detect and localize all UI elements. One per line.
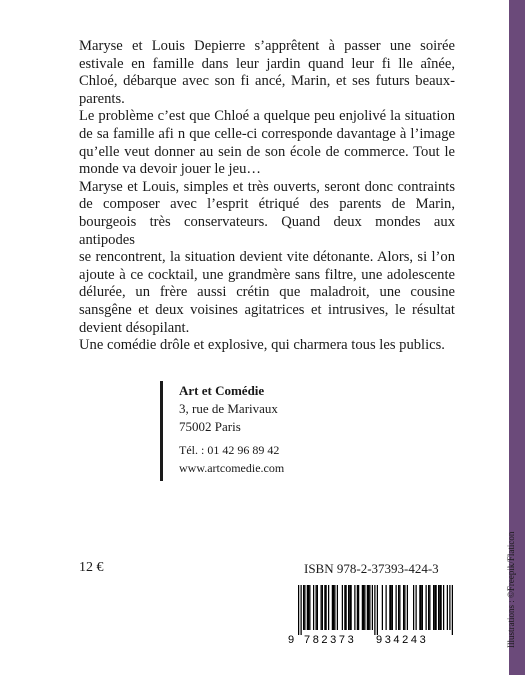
- barcode-bar: [357, 585, 358, 630]
- barcode-bar: [321, 585, 322, 630]
- barcode-bar: [369, 585, 370, 630]
- publisher-website: www.artcomedie.com: [179, 461, 285, 475]
- barcode-bar: [416, 585, 417, 630]
- barcode-bar: [328, 585, 329, 630]
- barcode-bar: [307, 585, 308, 630]
- barcode-bar: [316, 585, 317, 630]
- barcode-bar: [337, 585, 338, 630]
- barcode-first-digit: 9: [288, 634, 295, 645]
- barcode-bar: [317, 585, 318, 630]
- barcode-bar: [438, 585, 439, 630]
- barcode-bar: [422, 585, 423, 630]
- barcode-bar: [344, 585, 345, 630]
- barcode-bars: [298, 585, 453, 635]
- barcode-bar: [439, 585, 440, 630]
- barcode-bar: [447, 585, 448, 630]
- synopsis-paragraph: Maryse et Louis, simples et très ouverts, seront donc contraints de composer avec l’esprit étriqué des parents de Marin, bourgeois très conservateurs. Quand deux mondes aux antipodes: [79, 178, 455, 248]
- barcode-bar: [322, 585, 323, 630]
- barcode-bar: [367, 585, 368, 630]
- barcode-bar: [346, 585, 347, 630]
- barcode-bar: [433, 585, 434, 630]
- publisher-phone: Tél. : 01 42 96 89 42: [179, 443, 280, 457]
- barcode-bar: [443, 585, 444, 630]
- barcode-bar: [308, 585, 309, 630]
- barcode-bar: [421, 585, 422, 630]
- barcode-bar: [333, 585, 334, 630]
- barcode-left-digits: 782373: [304, 634, 357, 645]
- publisher-address-city: 75002 Paris: [179, 419, 241, 434]
- barcode-bar: [342, 585, 343, 630]
- price-label: 12 €: [79, 560, 104, 575]
- barcode-bar: [429, 585, 430, 630]
- barcode-bar: [392, 585, 393, 630]
- barcode-bar: [436, 585, 437, 630]
- barcode-bar: [372, 585, 373, 630]
- barcode-right-digits: 934243: [376, 634, 429, 645]
- barcode-bar: [324, 585, 325, 630]
- isbn-label: ISBN 978-2-37393-424-3: [304, 561, 439, 576]
- barcode-graphic: [286, 583, 456, 645]
- publisher-name: Art et Comédie: [179, 383, 265, 398]
- synopsis-paragraph: Maryse et Louis Depierre s’apprêtent à passer une soirée estivale en famille dans leur jardin quand leur fi lle aînée, Chloé, débarque avec son fi ancé, Marin, et ses futurs beaux-parents.: [79, 38, 455, 107]
- barcode-bar: [399, 585, 400, 630]
- barcode-bar: [326, 585, 327, 630]
- synopsis-paragraph: Le problème c’est que Chloé a quelque peu enjolivé la situation de sa famille afi n que celle-ci corresponde davantage à l’image qu’elle veut donner au sein de son école de commerce. Tout le monde va devoir jouer le jeu…: [79, 108, 455, 178]
- publisher-block: [160, 381, 284, 481]
- barcode-bar: [419, 585, 420, 630]
- barcode-bar: [391, 585, 392, 630]
- barcode-bar: [403, 585, 404, 630]
- barcode-bar: [382, 585, 383, 630]
- barcode-bar: [398, 585, 399, 630]
- barcode-bar: [334, 585, 335, 630]
- isbn-barcode: [286, 583, 456, 645]
- barcode-bar: [389, 585, 390, 630]
- barcode-bar: [396, 585, 397, 630]
- barcode-bar: [407, 585, 408, 630]
- barcode-bar: [364, 585, 365, 630]
- barcode-bar: [349, 585, 350, 630]
- back-cover-synopsis: [79, 38, 455, 355]
- barcode-bar: [301, 585, 302, 635]
- barcode-bar: [386, 585, 387, 630]
- barcode-bar: [374, 585, 375, 635]
- barcode-bar: [351, 585, 352, 630]
- barcode-bar: [426, 585, 427, 630]
- barcode-bar: [332, 585, 333, 630]
- illustration-credit: Illustrations : ©Freepik/Flaticon: [506, 531, 516, 648]
- synopsis-paragraph: Une comédie drôle et explosive, qui charmera tous les publics.: [79, 337, 445, 354]
- barcode-bar: [362, 585, 363, 630]
- barcode-bar: [298, 585, 299, 635]
- barcode-bar: [452, 585, 453, 635]
- barcode-bar: [441, 585, 442, 630]
- barcode-bar: [434, 585, 435, 630]
- barcode-bar: [303, 585, 304, 630]
- barcode-bar: [354, 585, 355, 630]
- barcode-bar: [404, 585, 405, 630]
- barcode-bar: [368, 585, 369, 630]
- barcode-bar: [304, 585, 305, 630]
- barcode-bar: [428, 585, 429, 630]
- barcode-bar: [413, 585, 414, 630]
- barcode-bar: [449, 585, 450, 630]
- barcode-bar: [377, 585, 378, 635]
- publisher-address-street: 3, rue de Marivaux: [179, 401, 278, 416]
- barcode-bar: [313, 585, 314, 630]
- barcode-bar: [363, 585, 364, 630]
- barcode-bar: [309, 585, 310, 630]
- synopsis-paragraph: se rencontrent, la situation devient vite détonante. Alors, si l’on ajoute à ce cocktail, une grandmère sans filtre, une adolescente délurée, un frère aussi crétin que maladroit, une cousine sansgêne et deux voisines agitatrices et intrusives, le résultat devient désopilant.: [79, 249, 455, 336]
- barcode-bar: [358, 585, 359, 630]
- barcode-bar: [348, 585, 349, 630]
